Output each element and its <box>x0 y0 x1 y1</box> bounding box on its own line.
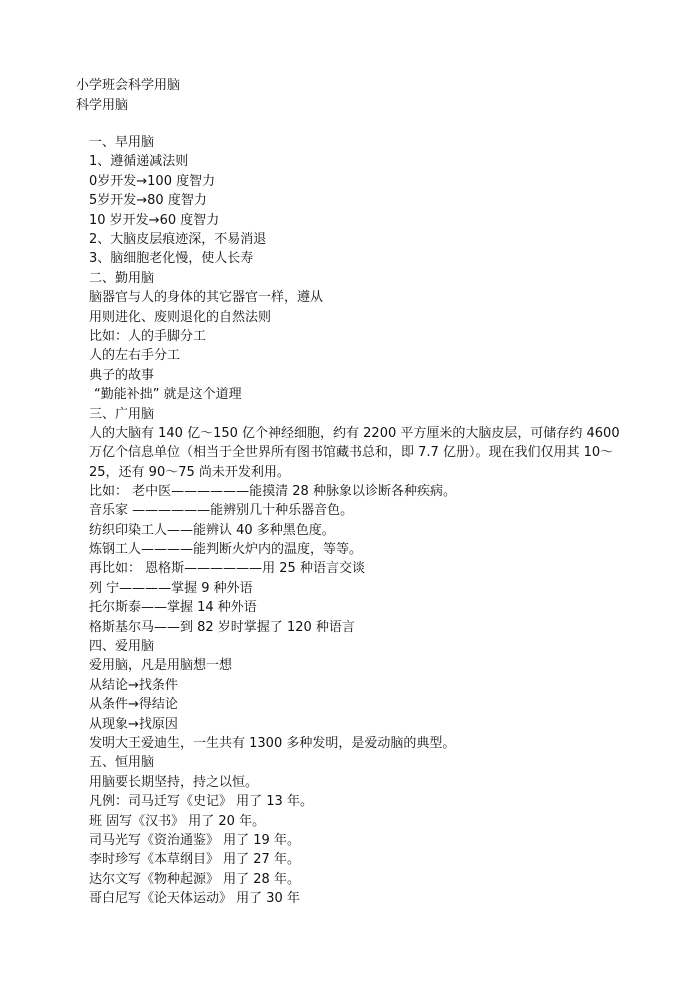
text-line: 10 岁开发→60 度智力 <box>89 212 220 228</box>
text-line: 用脑要长期坚持，持之以恒。 <box>89 774 259 790</box>
text-line: 用则进化、废则退化的自然法则 <box>89 309 272 325</box>
text-line: 列 宁————掌握 9 种外语 <box>89 580 253 596</box>
section-heading-love: 四、爱用脑 <box>89 638 155 654</box>
text-line: 司马光写《资治通鉴》 用了 19 年。 <box>89 833 300 849</box>
text-line: 凡例：司马迁写《史记》 用了 13 年。 <box>89 794 313 810</box>
text-line: 炼钢工人————能判断火炉内的温度，等等。 <box>89 541 363 557</box>
text-line: 人的左右手分工 <box>89 348 181 364</box>
section-heading-wide: 三、广用脑 <box>89 406 155 422</box>
section-heading-early: 一、早用脑 <box>89 135 155 150</box>
title-block <box>76 76 636 116</box>
document-body <box>89 133 649 909</box>
document-subtitle: 科学用脑 <box>76 98 129 113</box>
text-line: 0岁开发→100 度智力 <box>89 173 216 189</box>
text-line: 格斯基尔马——到 82 岁时掌握了 120 种语言 <box>89 619 355 635</box>
section-heading-diligent: 二、勤用脑 <box>89 270 155 286</box>
text-line: 托尔斯泰——掌握 14 种外语 <box>89 600 257 616</box>
text-line: 从条件→得结论 <box>89 697 178 713</box>
text-line: 脑器官与人的身体的其它器官一样，遵从 <box>89 290 324 306</box>
text-line: 纺织印染工人——能辨认 40 多种黑色度。 <box>89 522 335 538</box>
text-line: 李时珍写《本草纲目》 用了 27 年。 <box>89 852 300 868</box>
text-line: 1、遵循递减法则 <box>89 154 189 170</box>
text-line: 发明大王爱迪生，一生共有 1300 多种发明，是爱动脑的典型。 <box>89 735 456 751</box>
text-line: 哥白尼写《论天体运动》 用了 30 年 <box>89 891 300 907</box>
text-line: 达尔文写《物种起源》 用了 28 年。 <box>89 871 300 887</box>
section-heading-persistent: 五、恒用脑 <box>89 755 155 771</box>
text-line: 从结论→找条件 <box>89 677 178 693</box>
text-line: 比如： 老中医——————能摸清 28 种脉象以诊断各种疾病。 <box>89 483 456 499</box>
text-line: 班 固写《汉书》 用了 20 年。 <box>89 813 266 829</box>
text-line: 2、大脑皮层痕迹深，不易消退 <box>89 232 267 248</box>
text-line: 5岁开发→80 度智力 <box>89 193 207 209</box>
text-line: 再比如： 恩格斯——————用 25 种语言交谈 <box>89 561 365 577</box>
text-line: 比如：人的手脚分工 <box>89 329 207 345</box>
text-line: 3、脑细胞老化慢，使人长寿 <box>89 251 254 267</box>
paragraph-brain-capacity: 人的大脑有 140 亿～150 亿个神经细胞，约有 2200 平方厘米的大脑皮层，可储存约 4600 万亿个信息单位（相当于全世界所有图书馆藏书总和，即 7.7 亿册）。现在我们仅用其 10～25，还有 90～75 尚未开发利用。 <box>89 426 620 480</box>
text-line: 典子的故事 <box>89 367 155 383</box>
text-line: 音乐家 ——————能辨别几十种乐器音色。 <box>89 503 354 519</box>
document-title: 小学班会科学用脑 <box>76 78 181 93</box>
quote-line: “勤能补拙” 就是这个道理 <box>94 387 242 403</box>
text-line: 爱用脑，凡是用脑想一想 <box>89 658 233 674</box>
text-line: 从现象→找原因 <box>89 716 178 732</box>
